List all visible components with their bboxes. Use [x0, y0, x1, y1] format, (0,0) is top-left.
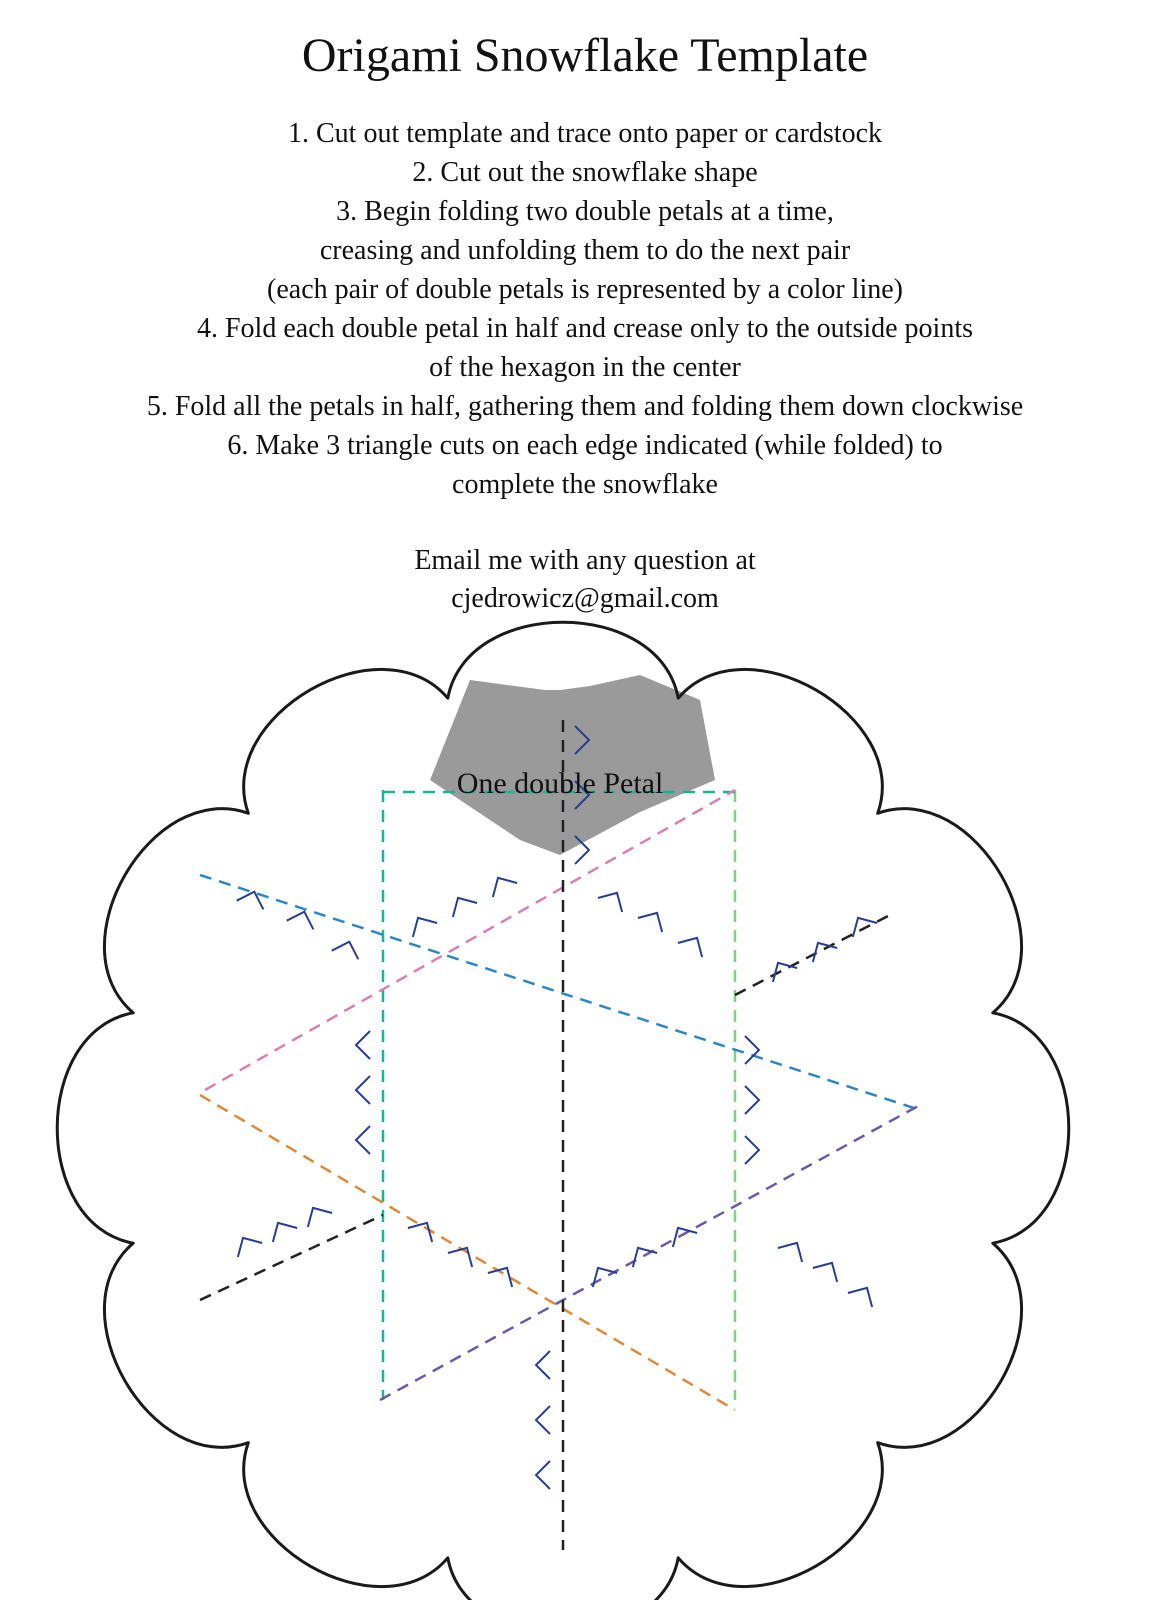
- cut-mark: [778, 1236, 809, 1262]
- cut-mark: [638, 906, 669, 932]
- page-title: Origami Snowflake Template: [301, 29, 869, 82]
- cut-mark: [486, 871, 517, 897]
- cut-mark: [356, 1031, 370, 1059]
- cut-mark: [446, 891, 477, 917]
- cut-mark: [766, 956, 797, 982]
- instruction-step: complete the snowflake: [452, 469, 718, 500]
- instruction-step: 3. Begin folding two double petals at a time,: [336, 196, 834, 227]
- cut-mark: [356, 1126, 370, 1154]
- cut-mark: [678, 931, 709, 957]
- instruction-step: 1. Cut out template and trace onto paper or cardstock: [287, 118, 882, 149]
- cut-mark: [287, 907, 318, 929]
- cut-mark: [846, 911, 877, 937]
- cut-mark: [301, 1201, 332, 1227]
- cut-mark: [448, 1241, 479, 1267]
- cut-mark: [806, 936, 837, 962]
- cut-mark: [536, 1406, 550, 1434]
- crease-line-upper-right: [735, 915, 890, 995]
- petal-label: One double Petal: [456, 767, 664, 800]
- cut-mark: [332, 937, 363, 959]
- cut-mark: [266, 1216, 297, 1242]
- cut-mark: [745, 1036, 759, 1064]
- instruction-step: 4. Fold each double petal in half and crease only to the outside points: [196, 313, 974, 344]
- cut-mark: [848, 1281, 879, 1307]
- instruction-step: 2. Cut out the snowflake shape: [412, 157, 758, 188]
- cut-mark: [488, 1261, 519, 1287]
- cut-mark: [356, 1076, 370, 1104]
- highlighted-petal-shape: [430, 675, 715, 855]
- instruction-step: 6. Make 3 triangle cuts on each edge indicated (while folded) to: [227, 430, 943, 461]
- email-address[interactable]: cjedrowicz@gmail.com: [451, 583, 719, 614]
- crease-line-lower-left: [200, 1215, 383, 1300]
- cut-mark: [813, 1256, 844, 1282]
- highlighted-double-petal: [430, 675, 715, 855]
- instruction-step: creasing and unfolding them to do the next pair: [319, 235, 851, 266]
- crease-line-blue: [200, 875, 920, 1110]
- cut-mark: [237, 887, 268, 909]
- instruction-step: (each pair of double petals is represented by a color line): [267, 274, 903, 305]
- crease-line-purple: [380, 1105, 920, 1400]
- cut-mark: [745, 1086, 759, 1114]
- cut-mark: [745, 1136, 759, 1164]
- instruction-step: of the hexagon in the center: [429, 352, 741, 383]
- cut-mark: [231, 1231, 262, 1257]
- crease-line-pink: [205, 790, 735, 1090]
- cut-mark: [598, 886, 629, 912]
- instruction-step: 5. Fold all the petals in half, gathering them and folding them down clockwise: [146, 391, 1024, 422]
- cut-mark: [536, 1351, 550, 1379]
- cut-mark: [536, 1461, 550, 1489]
- contact-text: Email me with any question at: [414, 545, 756, 576]
- cut-mark: [406, 911, 437, 937]
